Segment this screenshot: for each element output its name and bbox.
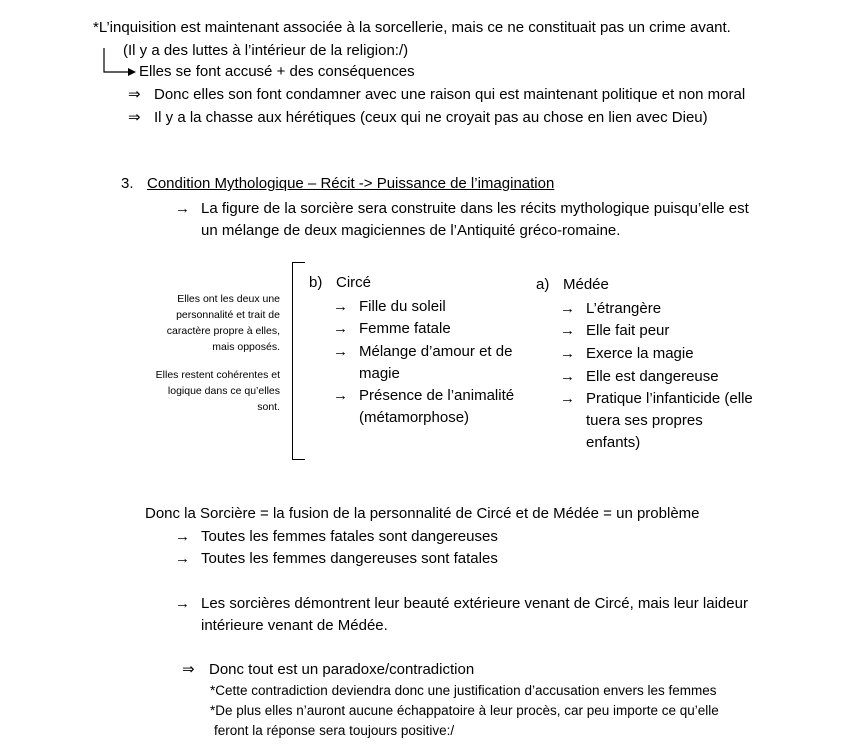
arrow-icon: →	[560, 322, 575, 339]
medee-name: Médée	[563, 276, 609, 293]
conclusion-note-2-line-2: feront la réponse sera toujours positive:/	[214, 723, 455, 738]
implies-icon: ⇒	[182, 661, 195, 678]
arrow-icon: →	[333, 320, 348, 337]
medee-item: Elle fait peur	[586, 322, 670, 339]
conclusion-implies: Donc tout est un paradoxe/contradiction	[209, 661, 475, 678]
side-note-line: Elles ont les deux une	[177, 293, 280, 305]
medee-item: Exerce la magie	[586, 345, 694, 362]
intro-implies-2	[128, 108, 708, 128]
medee-item: L’étrangère	[586, 300, 662, 317]
circe-item: Présence de l’animalité	[359, 387, 515, 404]
bracket	[292, 262, 305, 460]
medee-item: Elle est dangereuse	[586, 368, 719, 385]
intro-line-3: Elles se font accusé + des conséquences	[139, 63, 415, 80]
section-desc-line-2: un mélange de deux magiciennes de l’Antiquité gréco-romaine.	[201, 222, 621, 239]
conclusion-item-1: Toutes les femmes fatales sont dangereuses	[201, 528, 498, 545]
circe-item: Mélange d’amour et de	[359, 343, 513, 360]
side-note-line: Elles restent cohérentes et	[155, 369, 280, 381]
arrow-icon: →	[560, 345, 575, 362]
medee-label: a)	[536, 276, 550, 293]
medee-item: Pratique l’infanticide (elle	[586, 390, 753, 407]
conclusion-heading: Donc la Sorcière = la fusion de la personnalité de Circé et de Médée = un problème	[145, 505, 700, 522]
arrow-icon: →	[333, 387, 348, 404]
arrow-icon: →	[333, 343, 348, 360]
conclusion-item-2: Toutes les femmes dangereuses sont fatales	[201, 550, 498, 567]
arrow-icon: →	[333, 298, 348, 315]
arrow-icon: →	[560, 390, 575, 407]
medee-item-continued: enfants)	[586, 434, 641, 451]
side-note-line: mais opposés.	[212, 341, 280, 353]
medee-item-continued: tuera ses propres	[586, 412, 703, 429]
section-desc-arrow-icon: →	[175, 200, 190, 217]
side-note-paragraph-1	[167, 291, 280, 355]
implies-icon: ⇒	[128, 86, 141, 103]
intro-line-1: *L’inquisition est maintenant associée à la sorcellerie, mais ce ne constituait pas un crime avant.	[93, 19, 731, 36]
section-desc-line-1: La figure de la sorcière sera construite dans les récits mythologique puisqu’elle est	[201, 200, 749, 217]
intro-implies-2-text: Il y a la chasse aux hérétiques (ceux qui ne croyait pas au chose en lien avec Dieu)	[154, 109, 708, 126]
intro-implies-1	[128, 85, 745, 105]
circe-name: Circé	[336, 274, 372, 291]
section-title: Condition Mythologique – Récit -> Puissance de l’imagination	[147, 175, 555, 192]
arrow-icon: →	[175, 528, 190, 545]
section-number: 3.	[121, 175, 134, 192]
side-note-line: personnalité et trait de	[176, 309, 280, 321]
side-note-line: sont.	[257, 401, 280, 413]
conclusion-note-2-line-1: *De plus elles n’auront aucune échappatoire à leur procès, car peu importe ce qu’elle	[210, 703, 719, 718]
arrow-icon: →	[560, 368, 575, 385]
arrow-icon: →	[560, 300, 575, 317]
elbow-arrow-icon	[100, 48, 136, 78]
circe-item: Femme fatale	[359, 320, 451, 337]
side-note-line: logique dans ce qu’elles	[167, 385, 280, 397]
circe-item-continued: (métamorphose)	[359, 409, 470, 426]
conclusion-item-3-line-1: Les sorcières démontrent leur beauté extérieure venant de Circé, mais leur laideur	[201, 595, 748, 612]
side-note-line: caractère propre à elles,	[166, 325, 280, 337]
side-note-paragraph-2	[156, 367, 280, 415]
intro-line-2: (Il y a des luttes à l’intérieur de la religion:/)	[123, 42, 409, 59]
conclusion-item-3-line-2: intérieure venant de Médée.	[201, 617, 388, 634]
circe-label: b)	[309, 274, 323, 291]
conclusion-note-1: *Cette contradiction deviendra donc une justification d’accusation envers les femmes	[210, 683, 717, 698]
circe-item: Fille du soleil	[359, 298, 446, 315]
arrow-icon: →	[175, 550, 190, 567]
circe-item-continued: magie	[359, 365, 400, 382]
arrow-icon: →	[175, 595, 190, 612]
implies-icon: ⇒	[128, 109, 141, 126]
intro-implies-1-text: Donc elles son font condamner avec une raison qui est maintenant politique et non moral	[154, 86, 746, 103]
